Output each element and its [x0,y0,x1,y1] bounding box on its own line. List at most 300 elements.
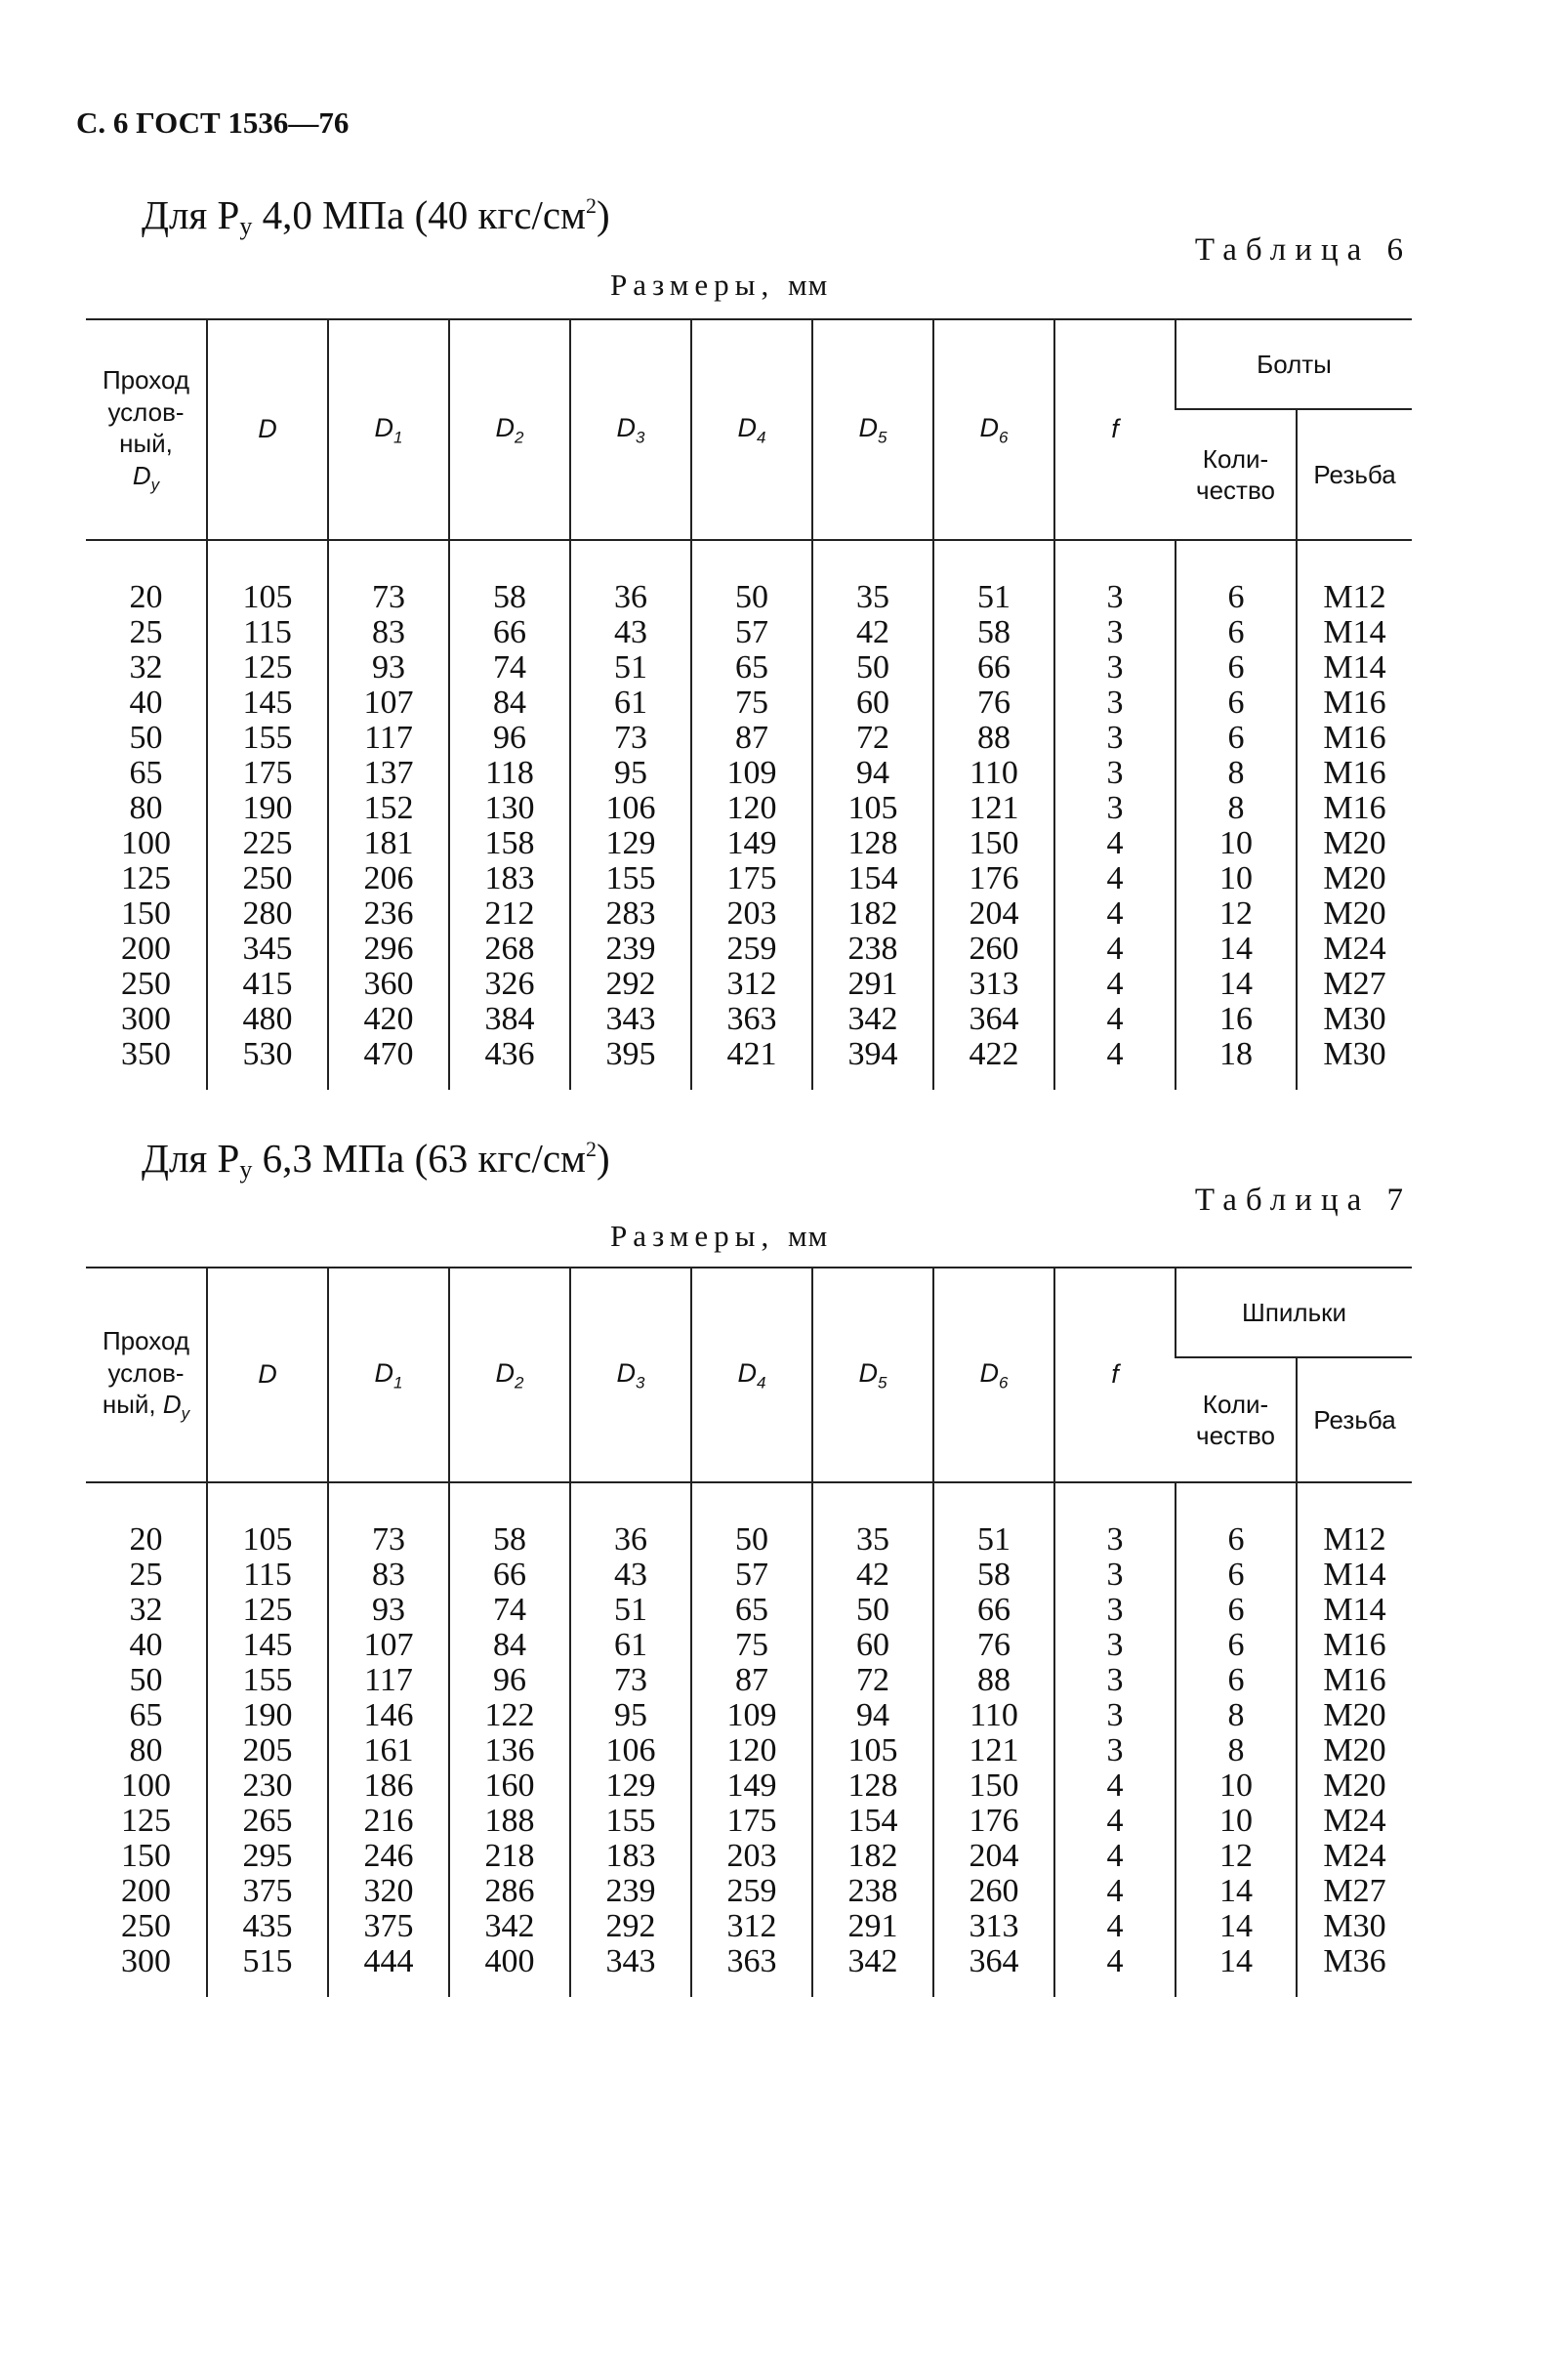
table-cell: 18 [1176,1037,1297,1090]
section-title-2 [142,1135,610,1185]
table-cell: 8 [1176,791,1297,826]
title-sup: 2 [585,193,597,218]
header-pass-line2: услов- [107,1357,185,1388]
table-cell: 345 [207,932,328,967]
table-cell: 190 [207,791,328,826]
table-cell: 95 [570,756,691,791]
table-cell: 61 [570,686,691,721]
table-cell: 80 [129,790,163,826]
table-cell: M16 [1297,791,1412,826]
table-row [86,1944,1412,1997]
header-f-text: f [1111,414,1119,444]
table-cell: 35 [812,540,933,615]
table-cell: 395 [570,1037,691,1090]
table-cell: 96 [449,721,570,756]
header-f [1054,1268,1176,1482]
table-cell: 57 [691,1558,812,1593]
table-cell: M36 [1297,1944,1412,1997]
table-cell: 155 [570,861,691,896]
table-cell: M16 [1297,721,1412,756]
table-label-7: Таблица 7 [1194,1183,1412,1218]
header-count-line1: Коли- [1202,1389,1269,1419]
table-cell: 130 [449,791,570,826]
table-cell: 6 [1176,615,1297,650]
header-D2-sub: 2 [515,428,524,447]
table-cell: 14 [1176,1944,1297,1997]
table-cell: 415 [207,967,328,1002]
table-cell: 186 [328,1768,449,1804]
table-cell: M14 [1297,1558,1412,1593]
table-cell: 50 [129,720,163,756]
table-cell: 74 [449,1593,570,1628]
table-cell: 121 [933,1733,1054,1768]
table-cell: 88 [933,721,1054,756]
table-cell: 105 [812,1733,933,1768]
table-cell: 65 [129,755,163,791]
header-group-bolts [1176,319,1412,409]
table-cell: M24 [1297,1804,1412,1839]
table-cell: 25 [129,614,163,650]
table-cell: 50 [812,1593,933,1628]
table-cell: 6 [1176,1482,1297,1558]
table-row [86,1482,1412,1558]
table-cell: 3 [1054,791,1176,826]
header-D2 [449,1268,570,1482]
table-row [86,1698,1412,1733]
table-cell: 6 [1176,1593,1297,1628]
header-D3-sub: 3 [636,428,645,447]
table-cell: M14 [1297,1593,1412,1628]
table-cell: 292 [570,967,691,1002]
table-row [86,1768,1412,1804]
table-cell: 312 [691,1909,812,1944]
table-cell: 239 [570,1874,691,1909]
table-cell: 421 [691,1037,812,1090]
table-cell: 259 [691,1874,812,1909]
table-cell: 110 [933,1698,1054,1733]
table-row [86,967,1412,1002]
table-cell: 129 [570,826,691,861]
header-D3-text: D [616,412,637,442]
table-cell: 137 [328,756,449,791]
table-cell: 58 [449,540,570,615]
table-cell: 105 [207,1482,328,1558]
table-cell: 470 [328,1037,449,1090]
table-cell: 4 [1054,1909,1176,1944]
table-cell: 58 [933,1558,1054,1593]
table-cell: 4 [1054,896,1176,932]
table-cell: M20 [1297,896,1412,932]
table-cell: 175 [691,861,812,896]
table-cell: 246 [328,1839,449,1874]
header-count-line1: Коли- [1202,443,1269,474]
table-cell: 480 [207,1002,328,1037]
header-D2-text: D [495,1357,516,1388]
table-cell: 203 [691,896,812,932]
header-D5 [812,1268,933,1482]
table-cell: 150 [933,1768,1054,1804]
table-row [86,1839,1412,1874]
table-cell: 100 [121,1767,171,1804]
table-cell: 203 [691,1839,812,1874]
table-cell: M12 [1297,1482,1412,1558]
table-cell: 238 [812,932,933,967]
table-row [86,1733,1412,1768]
table-cell: 50 [129,1662,163,1698]
table-cell: 32 [129,1592,163,1628]
table-cell: 181 [328,826,449,861]
title-prefix: Для P [142,1136,240,1181]
table-cell: 260 [933,932,1054,967]
header-pass-line1: Проход [102,1326,190,1356]
table-cell: 3 [1054,686,1176,721]
table-cell: 117 [328,1663,449,1698]
table-cell: 110 [933,756,1054,791]
table-cell: M16 [1297,1663,1412,1698]
table-cell: 188 [449,1804,570,1839]
table-cell: 51 [933,1482,1054,1558]
table-cell: 3 [1054,756,1176,791]
table-cell: 51 [570,650,691,686]
header-pass-line3: ный, [119,429,173,459]
table-cell: M30 [1297,1037,1412,1090]
table-cell: 93 [328,1593,449,1628]
header-D4-sub: 4 [757,1373,766,1393]
table-cell: 60 [812,1628,933,1663]
table-cell: 95 [570,1698,691,1733]
header-pass-var: D [132,460,151,490]
table-cell: 3 [1054,1593,1176,1628]
title-sub: у [239,1155,253,1184]
table-cell: 58 [933,615,1054,650]
table-cell: 61 [570,1628,691,1663]
header-D5 [812,319,933,540]
table-cell: 149 [691,1768,812,1804]
table-cell: 72 [812,721,933,756]
table-cell: 363 [691,1944,812,1997]
header-D4-text: D [737,412,758,442]
table-cell: 291 [812,967,933,1002]
table-cell: 20 [129,1521,163,1558]
table-cell: 150 [121,1838,171,1874]
table-cell: 105 [812,791,933,826]
table-cell: 51 [570,1593,691,1628]
table-6-body [86,540,1412,1090]
table-cell: 14 [1176,967,1297,1002]
table-cell: 3 [1054,1482,1176,1558]
table-cell: 350 [121,1036,171,1072]
table-cell: 117 [328,721,449,756]
table-cell: 73 [328,540,449,615]
table-cell: 122 [449,1698,570,1733]
table-cell: 6 [1176,650,1297,686]
table-cell: M14 [1297,650,1412,686]
table-cell: 12 [1176,1839,1297,1874]
header-pass-line2: услов- [107,396,185,427]
table-cell: M16 [1297,756,1412,791]
table-cell: 125 [207,1593,328,1628]
table-cell: 14 [1176,932,1297,967]
table-cell: 6 [1176,540,1297,615]
table-cell: 4 [1054,1839,1176,1874]
table-cell: 435 [207,1909,328,1944]
table-cell: 4 [1054,1804,1176,1839]
table-cell: 182 [812,1839,933,1874]
table-row [86,721,1412,756]
table-cell: 212 [449,896,570,932]
table-cell: 150 [121,895,171,932]
table-7-body [86,1482,1412,1997]
table-cell: 3 [1054,721,1176,756]
table-cell: 6 [1176,1663,1297,1698]
title-sub: у [239,212,253,240]
table-cell: 35 [812,1482,933,1558]
table-cell: 118 [449,756,570,791]
dims-text: Размеры, [610,1219,775,1253]
table-cell: 154 [812,861,933,896]
table-cell: 259 [691,932,812,967]
table-cell: 206 [328,861,449,896]
table-cell: 65 [129,1697,163,1733]
header-thread [1297,409,1412,540]
table-cell: 161 [328,1733,449,1768]
table-cell: 32 [129,649,163,686]
table-cell: 300 [121,1943,171,1979]
table-cell: M30 [1297,1002,1412,1037]
table-cell: 50 [691,1482,812,1558]
header-D5-text: D [858,1357,879,1388]
table-cell: 225 [207,826,328,861]
table-cell: 384 [449,1002,570,1037]
table-cell: 80 [129,1732,163,1768]
table-cell: 3 [1054,1698,1176,1733]
table-row [86,1804,1412,1839]
title-main: 6,3 МПа (63 кгс/см [252,1136,586,1181]
table-cell: 50 [812,650,933,686]
table-cell: 183 [449,861,570,896]
table-cell: 125 [207,650,328,686]
table-cell: 145 [207,686,328,721]
header-D1-sub: 1 [393,428,403,447]
table-cell: 176 [933,1804,1054,1839]
table-cell: 3 [1054,1663,1176,1698]
table-cell: 238 [812,1874,933,1909]
table-cell: 239 [570,932,691,967]
table-cell: 200 [121,1873,171,1909]
table-cell: M30 [1297,1909,1412,1944]
table-cell: 364 [933,1002,1054,1037]
title-suffix: ) [596,192,610,237]
dims-text: Размеры, [610,268,775,302]
table-cell: 265 [207,1804,328,1839]
table-cell: 250 [121,966,171,1002]
table-row [86,540,1412,615]
table-cell: 65 [691,650,812,686]
table-cell: 14 [1176,1909,1297,1944]
table-cell: 444 [328,1944,449,1997]
header-D5-sub: 5 [878,428,887,447]
table-row [86,1628,1412,1663]
table-cell: 343 [570,1944,691,1997]
table-row [86,1002,1412,1037]
table-cell: M24 [1297,1839,1412,1874]
table-cell: 394 [812,1037,933,1090]
table-cell: 146 [328,1698,449,1733]
header-D3-text: D [616,1357,637,1388]
dims-label-6 [610,268,828,303]
table-cell: 58 [449,1482,570,1558]
table-7 [86,1267,1412,1997]
header-count [1176,409,1297,540]
table-cell: 121 [933,791,1054,826]
table-cell: 160 [449,1768,570,1804]
table-cell: 10 [1176,861,1297,896]
table-cell: 280 [207,896,328,932]
table-cell: 106 [570,1733,691,1768]
header-D3 [570,319,691,540]
table-row [86,861,1412,896]
table-cell: 8 [1176,1698,1297,1733]
table-cell: 20 [129,579,163,615]
table-cell: 343 [570,1002,691,1037]
table-cell: 145 [207,1628,328,1663]
table-cell: 75 [691,686,812,721]
table-cell: 84 [449,686,570,721]
table-cell: 88 [933,1663,1054,1698]
table-cell: 10 [1176,826,1297,861]
table-cell: 200 [121,931,171,967]
table-cell: 313 [933,967,1054,1002]
table-row [86,1037,1412,1090]
table-cell: M20 [1297,861,1412,896]
table-cell: 75 [691,1628,812,1663]
table-cell: 66 [933,650,1054,686]
table-cell: 66 [449,615,570,650]
table-cell: 87 [691,1663,812,1698]
table-cell: 83 [328,1558,449,1593]
table-cell: 230 [207,1768,328,1804]
dims-unit: мм [788,1219,829,1253]
table-cell: 115 [207,1558,328,1593]
table-cell: 342 [449,1909,570,1944]
table-cell: 84 [449,1628,570,1663]
table-cell: 106 [570,791,691,826]
table-row [86,1558,1412,1593]
table-cell: 183 [570,1839,691,1874]
table-cell: 36 [570,540,691,615]
table-cell: M27 [1297,1874,1412,1909]
table-cell: 128 [812,826,933,861]
header-pass [86,1268,207,1482]
header-f [1054,319,1176,540]
table-cell: 190 [207,1698,328,1733]
table-cell: 3 [1054,1558,1176,1593]
header-f-text: f [1111,1359,1119,1390]
table-cell: 94 [812,1698,933,1733]
table-cell: 83 [328,615,449,650]
page-header: С. 6 ГОСТ 1536—76 [76,105,350,140]
table-cell: 109 [691,756,812,791]
table-cell: 296 [328,932,449,967]
table-row [86,1663,1412,1698]
table-cell: 312 [691,967,812,1002]
header-D1 [328,1268,449,1482]
table-cell: 40 [129,685,163,721]
table-cell: 25 [129,1557,163,1593]
table-cell: 94 [812,756,933,791]
header-pass-line3: ный, [102,1390,156,1420]
table-cell: 10 [1176,1768,1297,1804]
table-cell: 400 [449,1944,570,1997]
table-cell: 12 [1176,896,1297,932]
table-cell: 125 [121,860,171,896]
header-group-studs [1176,1268,1412,1357]
header-D1 [328,319,449,540]
header-pass-sub: у [181,1404,190,1424]
table-cell: 4 [1054,1768,1176,1804]
table-cell: 150 [933,826,1054,861]
title-main: 4,0 МПа (40 кгс/см [252,192,586,237]
table-cell: 42 [812,1558,933,1593]
table-cell: 291 [812,1909,933,1944]
table-cell: 515 [207,1944,328,1997]
header-D5-text: D [858,412,879,442]
table-cell: 107 [328,1628,449,1663]
table-cell: 3 [1054,540,1176,615]
table-cell: 204 [933,896,1054,932]
table-cell: 530 [207,1037,328,1090]
header-D4-sub: 4 [757,428,766,447]
table-cell: M14 [1297,615,1412,650]
header-D1-text: D [374,412,394,442]
table-row [86,615,1412,650]
table-row [86,756,1412,791]
table-cell: 129 [570,1768,691,1804]
table-cell: M20 [1297,1698,1412,1733]
header-D4 [691,1268,812,1482]
table-cell: 76 [933,686,1054,721]
table-cell: 100 [121,825,171,861]
table-cell: 120 [691,1733,812,1768]
table-cell: 60 [812,686,933,721]
table-cell: 375 [328,1909,449,1944]
table-cell: M12 [1297,540,1412,615]
table-row [86,1593,1412,1628]
table-row [86,686,1412,721]
header-D [207,319,328,540]
header-D-text: D [258,414,277,444]
title-suffix: ) [596,1136,610,1181]
table-cell: 120 [691,791,812,826]
table-cell: 76 [933,1628,1054,1663]
table-cell: 4 [1054,861,1176,896]
table-6 [86,318,1412,1090]
table-cell: 155 [570,1804,691,1839]
table-cell: 295 [207,1839,328,1874]
header-group-text: Болты [1257,349,1332,379]
header-pass [86,319,207,540]
header-group-text: Шпильки [1241,1297,1347,1327]
table-cell: 422 [933,1037,1054,1090]
table-cell: 42 [812,615,933,650]
header-D6 [933,1268,1054,1482]
table-cell: 50 [691,540,812,615]
table-cell: 6 [1176,1558,1297,1593]
table-cell: 51 [933,540,1054,615]
table-row [86,896,1412,932]
table-cell: 236 [328,896,449,932]
table-cell: 155 [207,721,328,756]
